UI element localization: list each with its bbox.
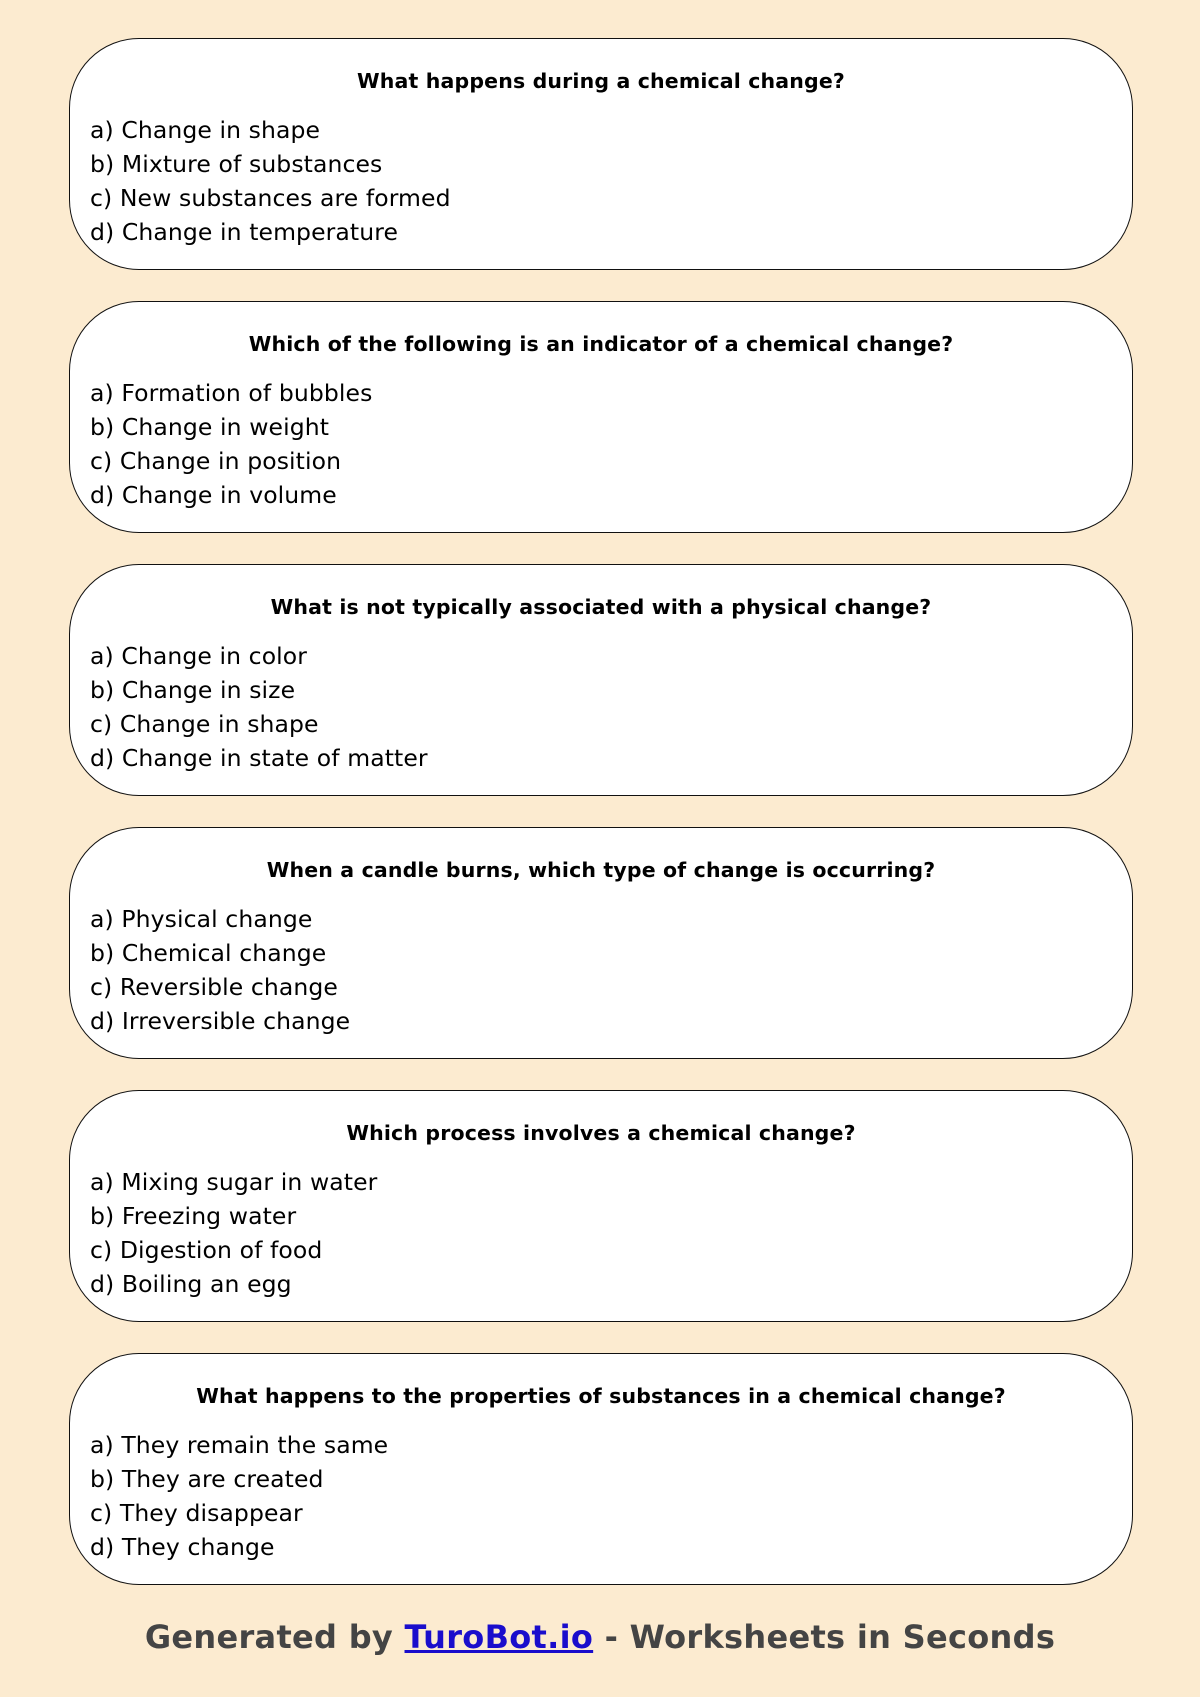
option-b: b) Freezing water (90, 1201, 297, 1230)
option-a: a) Formation of bubbles (90, 378, 373, 407)
option-d: d) Change in state of matter (90, 744, 428, 773)
option-b: b) Change in weight (90, 412, 330, 441)
footer-suffix: - Worksheets in Seconds (593, 1618, 1056, 1656)
options-list (90, 1428, 1112, 1565)
option-a: a) Change in shape (90, 115, 321, 144)
options-list (90, 376, 1112, 513)
options-list (90, 902, 1112, 1039)
options-list (90, 1165, 1112, 1302)
options-list (90, 113, 1112, 250)
option-a: a) Mixing sugar in water (90, 1167, 378, 1196)
option-c: c) Reversible change (90, 973, 338, 1002)
option-c: c) Change in position (90, 447, 342, 476)
worksheet (69, 38, 1133, 1616)
question-card-1 (69, 38, 1133, 270)
option-a: a) Physical change (90, 904, 313, 933)
option-c: c) Digestion of food (90, 1236, 323, 1265)
option-d: d) Boiling an egg (90, 1270, 292, 1299)
question-text: What happens during a chemical change? (357, 69, 845, 93)
question-card-5 (69, 1090, 1133, 1322)
option-d: d) Irreversible change (90, 1007, 351, 1036)
option-b: b) They are created (90, 1464, 324, 1493)
question-text: Which of the following is an indicator of a chemical change? (248, 332, 954, 356)
option-b: b) Mixture of substances (90, 149, 383, 178)
option-c: c) Change in shape (90, 710, 319, 739)
option-b: b) Change in size (90, 675, 296, 704)
question-card-6 (69, 1353, 1133, 1585)
question-text: Which process involves a chemical change? (346, 1121, 856, 1145)
question-card-3 (69, 564, 1133, 796)
option-d: d) Change in volume (90, 481, 337, 510)
option-a: a) They remain the same (90, 1430, 389, 1459)
option-b: b) Chemical change (90, 938, 327, 967)
options-list (90, 639, 1112, 776)
option-c: c) They disappear (90, 1499, 303, 1528)
question-text: What is not typically associated with a physical change? (270, 595, 932, 619)
option-c: c) New substances are formed (90, 184, 451, 213)
turobot-link[interactable]: TuroBot.io (404, 1618, 594, 1656)
question-card-2 (69, 301, 1133, 533)
option-d: d) Change in temperature (90, 218, 399, 247)
option-a: a) Change in color (90, 641, 308, 670)
footer-prefix: Generated by (144, 1618, 405, 1656)
option-d: d) They change (90, 1533, 275, 1562)
footer-credit (0, 1618, 1200, 1656)
question-text: When a candle burns, which type of change is occurring? (266, 858, 936, 882)
question-text: What happens to the properties of substances in a chemical change? (196, 1384, 1006, 1408)
question-card-4 (69, 827, 1133, 1059)
